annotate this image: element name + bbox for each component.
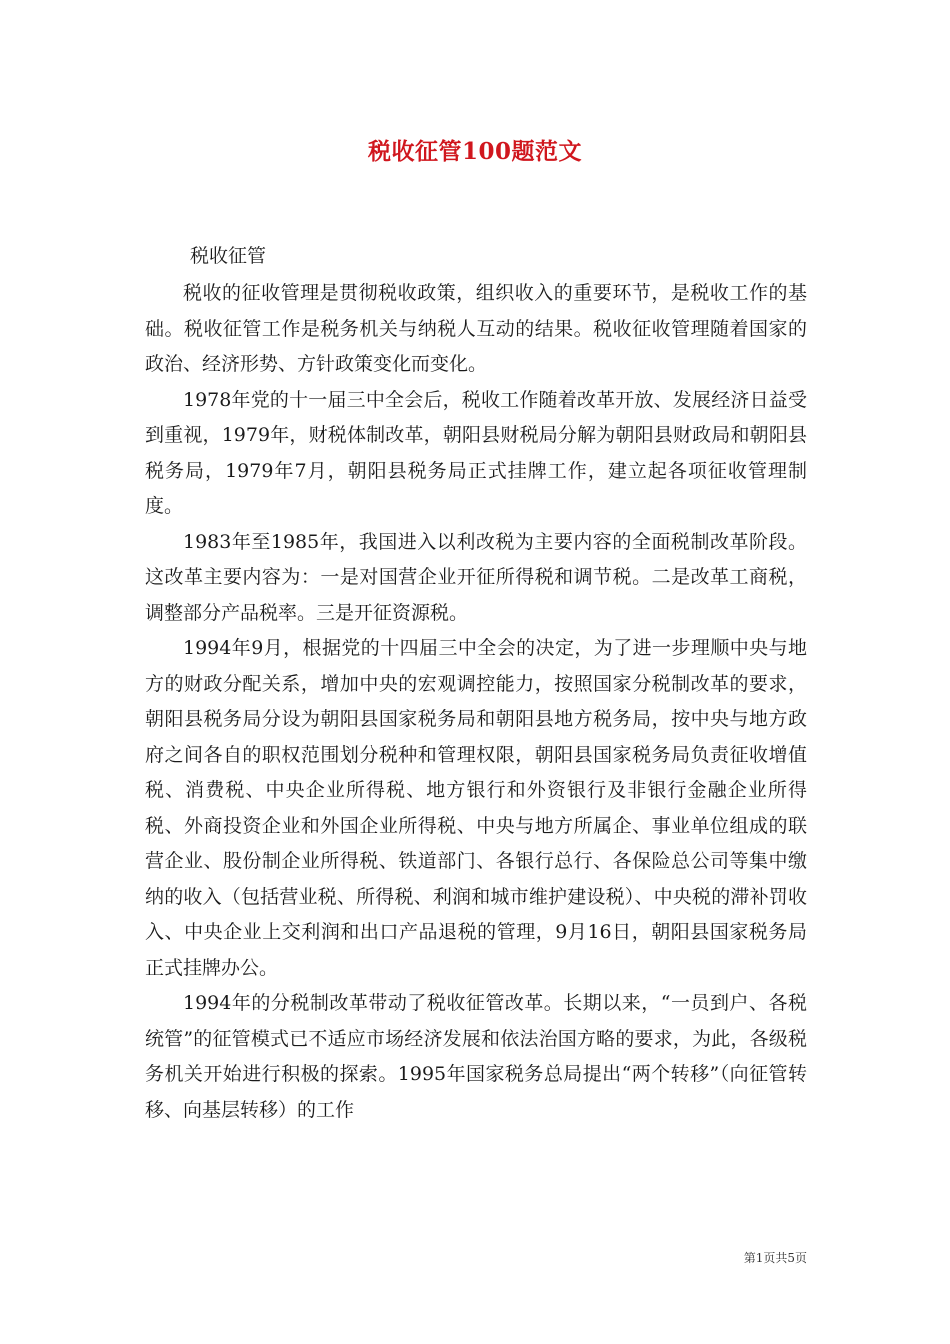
paragraph: 1994年9月，根据党的十四届三中全会的决定，为了进一步理顺中央与地方的财政分配关系，增加中央的宏观调控能力，按照国家分税制改革的要求，朝阳县税务局分设为朝阳县国家税务局和朝阳县地方税务局，按中央与地方政府之间各自的职权范围划分税种和管理权限，朝阳县国家税务局负责征收增值税、消费税、中央企业所得税、地方银行和外资银行及非银行金融企业所得税、外商投资企业和外国企业所得税、中央与地方所属企、事业单位组成的联营企业、股份制企业所得税、铁道部门、各银行总行、各保险总公司等集中缴纳的收入（包括营业税、所得税、利润和城市维护建设税）、中央税的滞补罚收入、中央企业上交利润和出口产品退税的管理，9月16日，朝阳县国家税务局正式挂牌办公。 xyxy=(145,637,807,979)
paragraph: 1978年党的十一届三中全会后，税收工作随着改革开放、发展经济日益受到重视，1979年，财税体制改革，朝阳县财税局分解为朝阳县财政局和朝阳县税务局，1979年7月，朝阳县税务局正式挂牌工作，建立起各项征收管理制度。 xyxy=(145,388,807,517)
paragraph: 1983年至1985年，我国进入以利改税为主要内容的全面税制改革阶段。这改革主要内容为：一是对国营企业开征所得税和调节税。二是改革工商税，调整部分产品税率。三是开征资源税。 xyxy=(145,530,807,624)
page-title: 税收征管100题范文 xyxy=(367,138,582,165)
paragraph: 税收的征收管理是贯彻税收政策，组织收入的重要环节，是税收工作的基础。税收征管工作是税务机关与纳税人互动的结果。税收征收管理随着国家的政治、经济形势、方针政策变化而变化。 xyxy=(145,282,807,375)
document-body xyxy=(145,276,807,1128)
section-heading: 税收征管 xyxy=(190,245,267,267)
paragraph: 1994年的分税制改革带动了税收征管改革。长期以来，“一员到户、各税统管”的征管模式已不适应市场经济发展和依法治国方略的要求，为此，各级税务机关开始进行积极的探索。1995年国家税务总局提出“两个转移”（向征管转移、向基层转移）的工作 xyxy=(145,992,807,1121)
page-number: 第1页共5页 xyxy=(743,1251,807,1265)
